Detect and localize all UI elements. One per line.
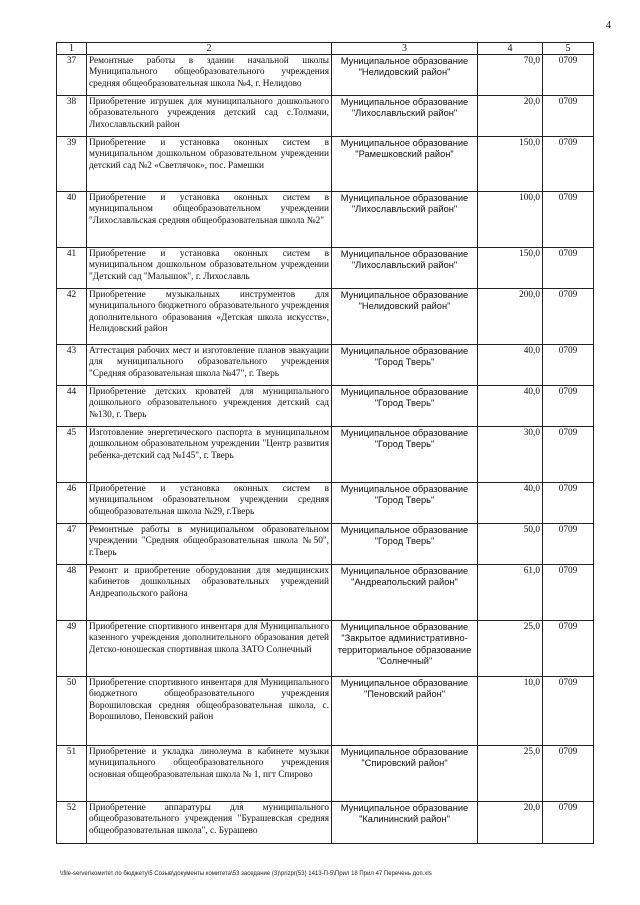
row-amount: 200,0 xyxy=(478,289,543,345)
row-amount: 100,0 xyxy=(478,192,543,248)
row-description: Приобретение и укладка линолеума в кабинете музыки муниципального общеобразовательного учреждения основная общеобразовательная школа № 1, пгт Спирово xyxy=(87,746,332,802)
row-budget-code: 0709 xyxy=(543,248,594,289)
row-amount: 40,0 xyxy=(478,345,543,386)
row-municipality: Муниципальное образование "Город Тверь" xyxy=(332,524,478,565)
row-municipality: Муниципальное образование "Спировский район" xyxy=(332,746,478,802)
row-budget-code: 0709 xyxy=(543,137,594,192)
table-row xyxy=(57,677,594,746)
row-number: 44 xyxy=(57,386,87,427)
table-row xyxy=(57,524,594,565)
row-amount: 30,0 xyxy=(478,427,543,483)
row-municipality: Муниципальное образование "Город Тверь" xyxy=(332,386,478,427)
row-number: 43 xyxy=(57,345,87,386)
table-row xyxy=(57,802,594,844)
row-municipality: Муниципальное образование "Лихославльский район" xyxy=(332,192,478,248)
row-amount: 50,0 xyxy=(478,524,543,565)
row-budget-code: 0709 xyxy=(543,386,594,427)
row-budget-code: 0709 xyxy=(543,677,594,746)
row-budget-code: 0709 xyxy=(543,289,594,345)
row-description: Приобретение аппаратуры для муниципального общеобразовательного учреждения "Бурашевская средняя общеобразовательная школа", с. Бурашево xyxy=(87,802,332,844)
row-amount: 20,0 xyxy=(478,802,543,844)
row-budget-code: 0709 xyxy=(543,802,594,844)
table-row xyxy=(57,621,594,677)
row-municipality: Муниципальное образование "Андреапольский район" xyxy=(332,565,478,621)
row-description: Приобретение и установка оконных систем в муниципальном дошкольном образовательном учреждении детский сад №2 «Светлячок», пос. Рамешки xyxy=(87,137,332,192)
row-description: Приобретение спортивного инвентаря для Муниципального бюджетного общеобразовательного учреждения Ворошиловская средняя общеобразовательная школа, с. Ворошилово, Пеновский район xyxy=(87,677,332,746)
row-municipality: Муниципальное образование "Калининский район" xyxy=(332,802,478,844)
table-row xyxy=(57,386,594,427)
row-amount: 40,0 xyxy=(478,483,543,524)
table-row xyxy=(57,96,594,137)
row-description: Приобретение и установка оконных систем в муниципальном общеобразовательном учреждении "Лихославльская средняя общеобразовательная школа №2" xyxy=(87,192,332,248)
page-number: 4 xyxy=(606,20,611,31)
row-budget-code: 0709 xyxy=(543,96,594,137)
row-number: 40 xyxy=(57,192,87,248)
header-col-3: 3 xyxy=(332,43,478,55)
row-description: Аттестация рабочих мест и изготовление планов эвакуации для муниципального образовательного учреждения "Средняя образовательная школа №47", г. Тверь xyxy=(87,345,332,386)
header-col-1: 1 xyxy=(57,43,87,55)
row-number: 49 xyxy=(57,621,87,677)
row-budget-code: 0709 xyxy=(543,483,594,524)
row-municipality: Муниципальное образование "Нелидовский район" xyxy=(332,289,478,345)
row-amount: 40,0 xyxy=(478,386,543,427)
row-amount: 70,0 xyxy=(478,55,543,96)
row-budget-code: 0709 xyxy=(543,524,594,565)
row-number: 38 xyxy=(57,96,87,137)
row-number: 37 xyxy=(57,55,87,96)
table-row xyxy=(57,345,594,386)
row-number: 46 xyxy=(57,483,87,524)
row-description: Приобретение и установка оконных систем в муниципальном дошкольном образовательном учреждении "Детский сад "Малышок", г. Лихославль xyxy=(87,248,332,289)
table-row xyxy=(57,483,594,524)
row-description: Приобретение игрушек для муниципального дошкольного образовательного учреждения детский сад с.Толмачи, Лихославльский район xyxy=(87,96,332,137)
table-row xyxy=(57,137,594,192)
row-amount: 10,0 xyxy=(478,677,543,746)
row-amount: 25,0 xyxy=(478,746,543,802)
row-number: 39 xyxy=(57,137,87,192)
row-number: 45 xyxy=(57,427,87,483)
row-municipality: Муниципальное образование "Рамешковский район" xyxy=(332,137,478,192)
file-path-footer: \\file-server\комитет по бюджету\5 Созыв\документы комитета\53 заседание (3)\prizpr(53) 1413-П-5\Прил 18 Прил 47 Перечень доп.xls xyxy=(60,871,432,877)
table-row xyxy=(57,289,594,345)
row-municipality: Муниципальное образование "Город Тверь" xyxy=(332,483,478,524)
header-col-5: 5 xyxy=(543,43,594,55)
row-amount: 25,0 xyxy=(478,621,543,677)
table-row xyxy=(57,55,594,96)
row-number: 50 xyxy=(57,677,87,746)
row-budget-code: 0709 xyxy=(543,565,594,621)
row-number: 42 xyxy=(57,289,87,345)
table-row xyxy=(57,248,594,289)
row-budget-code: 0709 xyxy=(543,746,594,802)
row-description: Приобретение спортивного инвентаря для Муниципального казенного учреждения дополнительного образования детей Детско-юношеская спортивная школа ЗАТО Солнечный xyxy=(87,621,332,677)
row-description: Ремонтные работы в муниципальном образовательном учреждении "Средняя общеобразовательная школа №50", г.Тверь xyxy=(87,524,332,565)
table-row xyxy=(57,427,594,483)
row-municipality: Муниципальное образование "Нелидовский район" xyxy=(332,55,478,96)
row-budget-code: 0709 xyxy=(543,55,594,96)
header-col-2: 2 xyxy=(87,43,332,55)
row-description: Изготовление энергетического паспорта в муниципальном дошкольном образовательном учреждении "Центр развития ребенка-детский сад №145", г. Тверь xyxy=(87,427,332,483)
row-amount: 150,0 xyxy=(478,248,543,289)
row-amount: 20,0 xyxy=(478,96,543,137)
row-budget-code: 0709 xyxy=(543,192,594,248)
header-col-4: 4 xyxy=(478,43,543,55)
row-number: 51 xyxy=(57,746,87,802)
table-row xyxy=(57,565,594,621)
row-number: 41 xyxy=(57,248,87,289)
row-municipality: Муниципальное образование "Закрытое административно-территориальное образование "Солнечный" xyxy=(332,621,478,677)
table-row xyxy=(57,746,594,802)
allocations-table xyxy=(56,42,594,844)
row-description: Приобретение детских кроватей для муниципального дошкольного образовательного учреждения детский сад №130, г. Тверь xyxy=(87,386,332,427)
row-budget-code: 0709 xyxy=(543,345,594,386)
row-municipality: Муниципальное образование "Пеновский район" xyxy=(332,677,478,746)
row-budget-code: 0709 xyxy=(543,427,594,483)
row-municipality: Муниципальное образование "Лихославльский район" xyxy=(332,248,478,289)
row-number: 47 xyxy=(57,524,87,565)
table-row xyxy=(57,192,594,248)
row-description: Ремонт и приобретение оборудования для медицинских кабинетов дошкольных образовательных учреждений Андреапольского района xyxy=(87,565,332,621)
row-number: 52 xyxy=(57,802,87,844)
row-municipality: Муниципальное образование "Город Тверь" xyxy=(332,345,478,386)
row-municipality: Муниципальное образование "Лихославльский район" xyxy=(332,96,478,137)
row-amount: 61,0 xyxy=(478,565,543,621)
row-budget-code: 0709 xyxy=(543,621,594,677)
row-number: 48 xyxy=(57,565,87,621)
row-description: Приобретение и установка оконных систем в муниципальном образовательном учреждении средняя общеобразовательная школа №29, г.Тверь xyxy=(87,483,332,524)
row-amount: 150,0 xyxy=(478,137,543,192)
table-header-row xyxy=(57,43,594,55)
row-description: Приобретение музыкальных инструментов для муниципального бюджетного образовательного учреждения дополнительного образования «Детская школа искусств», Нелидовский район xyxy=(87,289,332,345)
row-description: Ремонтные работы в здании начальной школы Муниципального общеобразовательного учреждения средняя общеобразовательная школа №4, г. Нелидово xyxy=(87,55,332,96)
row-municipality: Муниципальное образование "Город Тверь" xyxy=(332,427,478,483)
